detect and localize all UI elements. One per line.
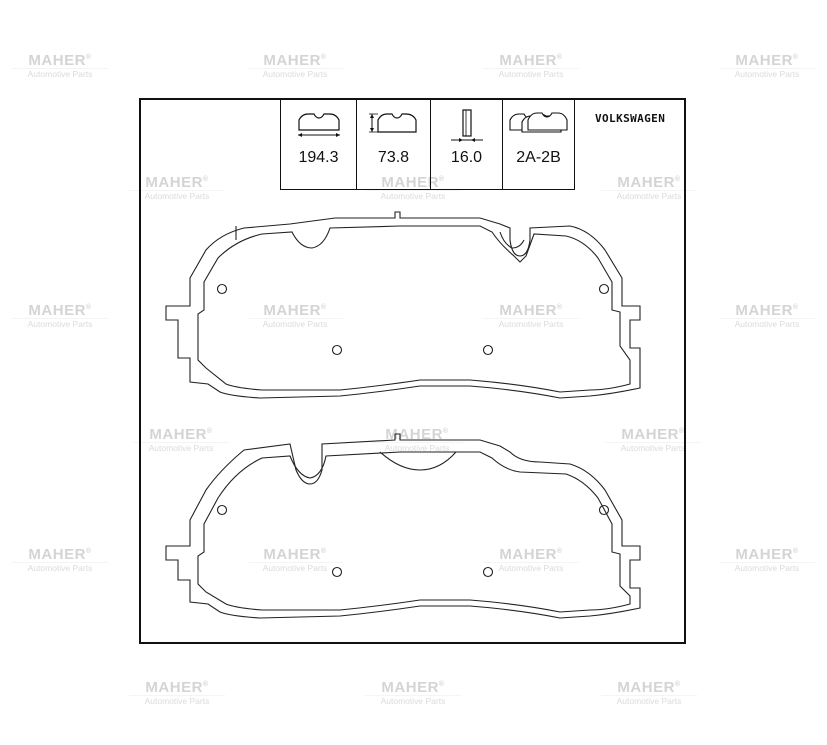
watermark-tagline: Automotive Parts	[247, 318, 343, 329]
watermark-brand: MAHER®	[381, 679, 445, 696]
watermark-tagline: Automotive Parts	[365, 190, 461, 201]
watermark-tagline: Automotive Parts	[133, 442, 229, 453]
watermark-tagline: Automotive Parts	[483, 562, 579, 573]
brake-pad-top	[166, 212, 640, 398]
watermark-tagline: Automotive Parts	[129, 190, 225, 201]
watermark-tagline: Automotive Parts	[369, 442, 465, 453]
watermark-tagline: Automotive Parts	[129, 695, 225, 706]
watermark-brand: MAHER®	[263, 52, 327, 69]
watermark-brand: MAHER®	[145, 174, 209, 191]
pad-height-value: 73.8	[377, 149, 410, 166]
watermark-brand: MAHER®	[145, 679, 209, 696]
watermark-tagline: Automotive Parts	[365, 695, 461, 706]
watermark-tagline: Automotive Parts	[247, 68, 343, 79]
watermark-brand: MAHER®	[617, 174, 681, 191]
watermark-tagline: Automotive Parts	[601, 695, 697, 706]
watermark-tagline: Automotive Parts	[719, 562, 815, 573]
watermark-tagline: Automotive Parts	[719, 68, 815, 79]
watermark-brand: MAHER®	[617, 679, 681, 696]
watermark-brand: MAHER®	[263, 302, 327, 319]
watermark-tagline: Automotive Parts	[483, 318, 579, 329]
watermark-brand: MAHER®	[149, 426, 213, 443]
watermark-brand: MAHER®	[499, 546, 563, 563]
watermark-brand: MAHER®	[28, 546, 92, 563]
pad-length-value: 194.3	[298, 149, 339, 166]
watermark-tagline: Automotive Parts	[12, 318, 108, 329]
watermark-brand: MAHER®	[385, 426, 449, 443]
watermark-tagline: Automotive Parts	[601, 190, 697, 201]
watermark-brand: MAHER®	[499, 302, 563, 319]
vehicle-brand: VOLKSWAGEN	[595, 112, 666, 125]
watermark-tagline: Automotive Parts	[12, 68, 108, 79]
watermark-brand: MAHER®	[263, 546, 327, 563]
watermark-tagline: Automotive Parts	[605, 442, 701, 453]
pad-thickness-value: 16.0	[450, 149, 483, 166]
watermark-brand: MAHER®	[28, 52, 92, 69]
watermark-tagline: Automotive Parts	[483, 68, 579, 79]
watermark-tagline: Automotive Parts	[247, 562, 343, 573]
watermark-brand: MAHER®	[621, 426, 685, 443]
watermark-brand: MAHER®	[735, 52, 799, 69]
watermark-brand: MAHER®	[28, 302, 92, 319]
pad-count-value: 2A-2B	[516, 149, 561, 166]
watermark-tagline: Automotive Parts	[12, 562, 108, 573]
watermark-brand: MAHER®	[381, 174, 445, 191]
watermark-brand: MAHER®	[499, 52, 563, 69]
watermark-brand: MAHER®	[735, 546, 799, 563]
watermark-brand: MAHER®	[735, 302, 799, 319]
brake-pad-bottom	[166, 434, 640, 618]
watermark-tagline: Automotive Parts	[719, 318, 815, 329]
